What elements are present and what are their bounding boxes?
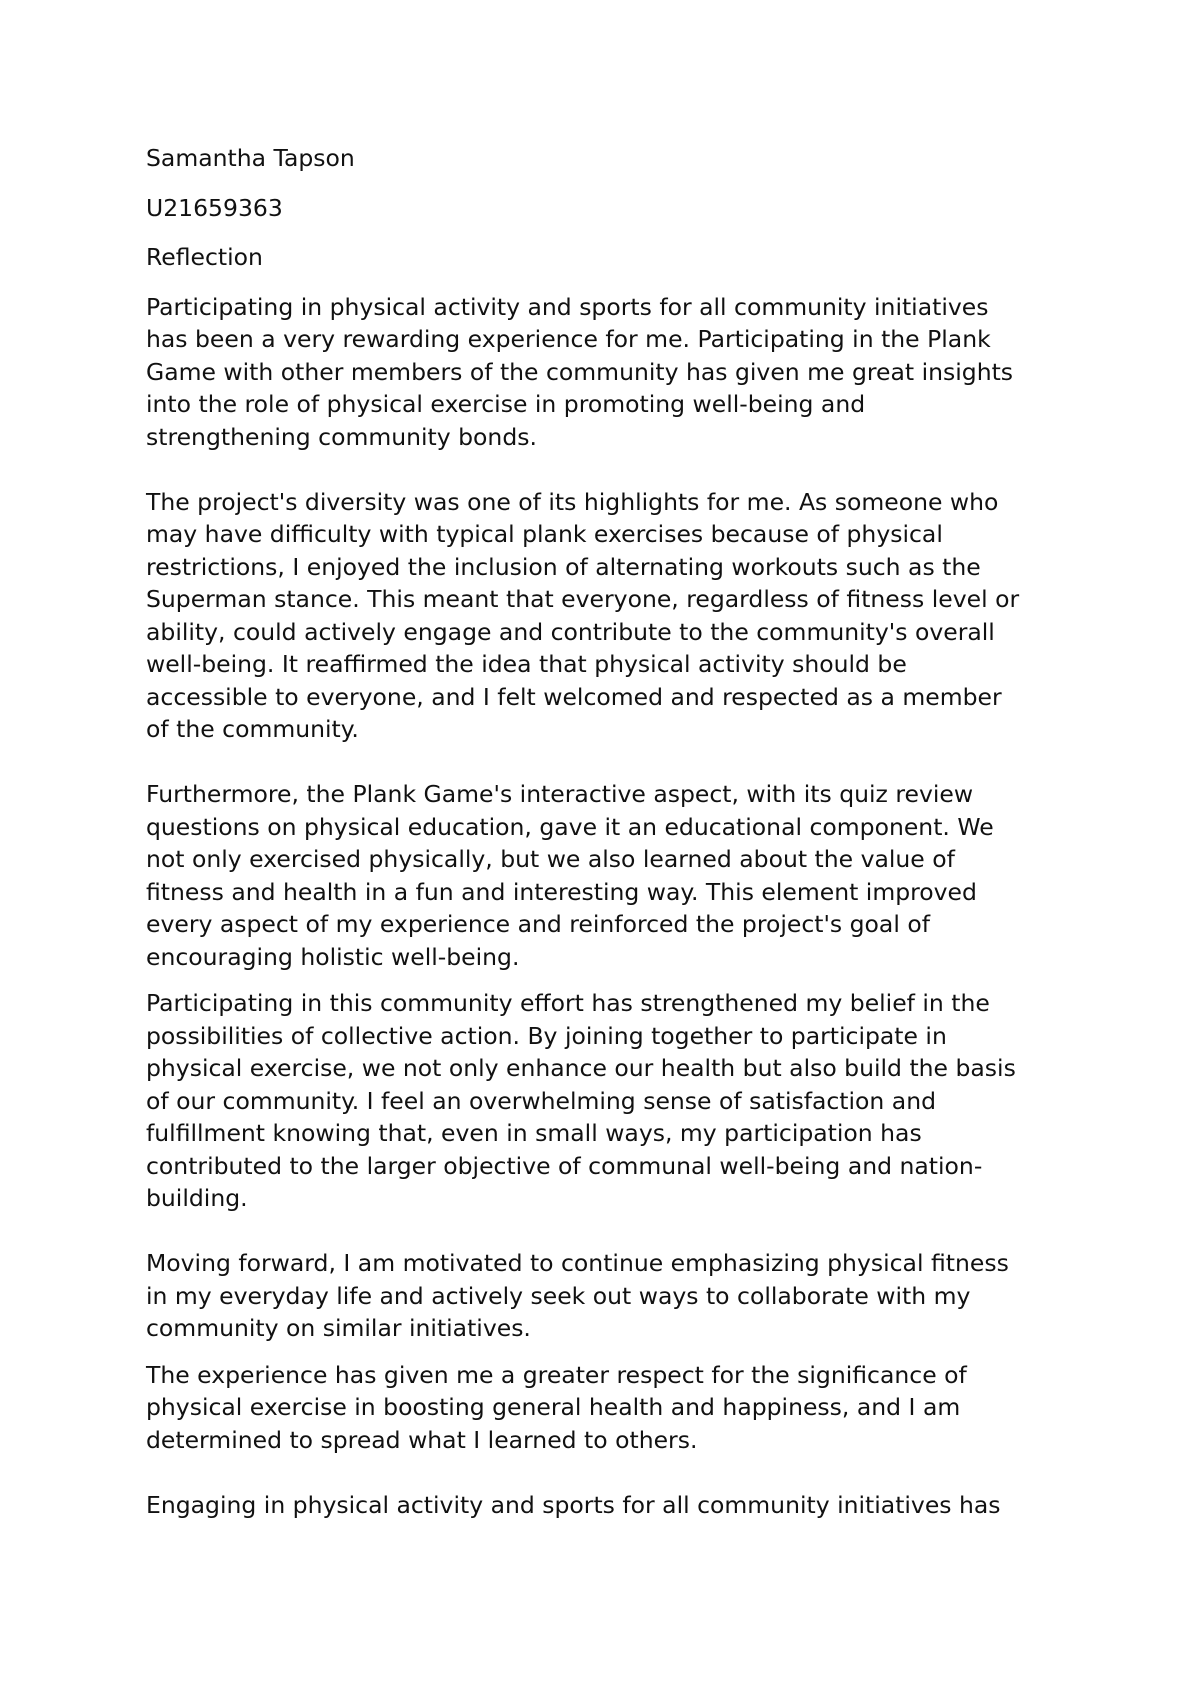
text-line: of our community. I feel an overwhelming sense of satisfaction and	[146, 1086, 937, 1115]
text-line: determined to spread what I learned to others.	[146, 1425, 698, 1454]
text-line: possibilities of collective action. By joining together to participate in	[146, 1021, 947, 1050]
text-line: Superman stance. This meant that everyone, regardless of fitness level or	[146, 585, 1020, 613]
text-line: Engaging in physical activity and sports for all community initiatives has	[146, 1490, 1001, 1519]
text-line: physical exercise in boosting general health and happiness, and I am	[146, 1393, 961, 1421]
text-line: Participating in physical activity and sports for all community initiatives	[146, 292, 989, 321]
text-line: Furthermore, the Plank Game's interactive aspect, with its quiz review	[146, 780, 974, 808]
text-line: Participating in this community effort has strengthened my belief in the	[146, 989, 990, 1017]
text-line: building.	[146, 1184, 248, 1212]
text-line: has been a very rewarding experience for me. Participating in the Plank	[146, 325, 991, 353]
text-line: accessible to everyone, and I felt welcomed and respected as a member	[146, 682, 1002, 711]
paragraph-4	[146, 987, 1066, 1215]
text-line: ability, could actively engage and contribute to the community's overall	[146, 617, 995, 646]
text-line: well-being. It reaffirmed the idea that physical activity should be	[146, 650, 907, 678]
text-line: physical exercise, we not only enhance our health but also build the basis	[146, 1054, 1016, 1082]
text-line: questions on physical education, gave it an educational component. We	[146, 812, 994, 841]
text-line: not only exercised physically, but we also learned about the value of	[146, 845, 955, 873]
text-line: encouraging holistic well-being.	[146, 942, 520, 971]
paragraph-1	[146, 291, 1066, 454]
paragraph-3	[146, 778, 1066, 973]
paragraph-6	[146, 1359, 1066, 1457]
text-line: contributed to the larger objective of communal well-being and nation-	[146, 1151, 983, 1180]
text-line: Moving forward, I am motivated to continue emphasizing physical fitness	[146, 1249, 1009, 1277]
text-line: fitness and health in a fun and interesting way. This element improved	[146, 877, 977, 906]
text-line: The experience has given me a greater respect for the significance of	[146, 1360, 967, 1389]
text-line: Game with other members of the community has given me great insights	[146, 357, 1014, 386]
text-line: fulfillment knowing that, even in small ways, my participation has	[146, 1119, 922, 1147]
text-line: in my everyday life and actively seek out ways to collaborate with my	[146, 1281, 971, 1310]
document-title: Reflection	[146, 243, 263, 271]
student-id: U21659363	[146, 193, 283, 222]
text-line: The project's diversity was one of its highlights for me. As someone who	[146, 487, 999, 516]
document-body	[146, 142, 1066, 1521]
text-line: may have difficulty with typical plank exercises because of physical	[146, 520, 943, 548]
text-line: restrictions, I enjoyed the inclusion of alternating workouts such as the	[146, 552, 981, 581]
text-line: strengthening community bonds.	[146, 422, 537, 451]
paragraph-2	[146, 486, 1066, 746]
text-line: every aspect of my experience and reinforced the project's goal of	[146, 910, 930, 938]
author-name: Samantha Tapson	[146, 144, 355, 172]
text-line: of the community.	[146, 715, 359, 743]
text-line: community on similar initiatives.	[146, 1314, 531, 1342]
paragraph-5	[146, 1247, 1066, 1345]
text-line: into the role of physical exercise in promoting well-being and	[146, 390, 866, 418]
paragraph-7	[146, 1489, 1066, 1522]
